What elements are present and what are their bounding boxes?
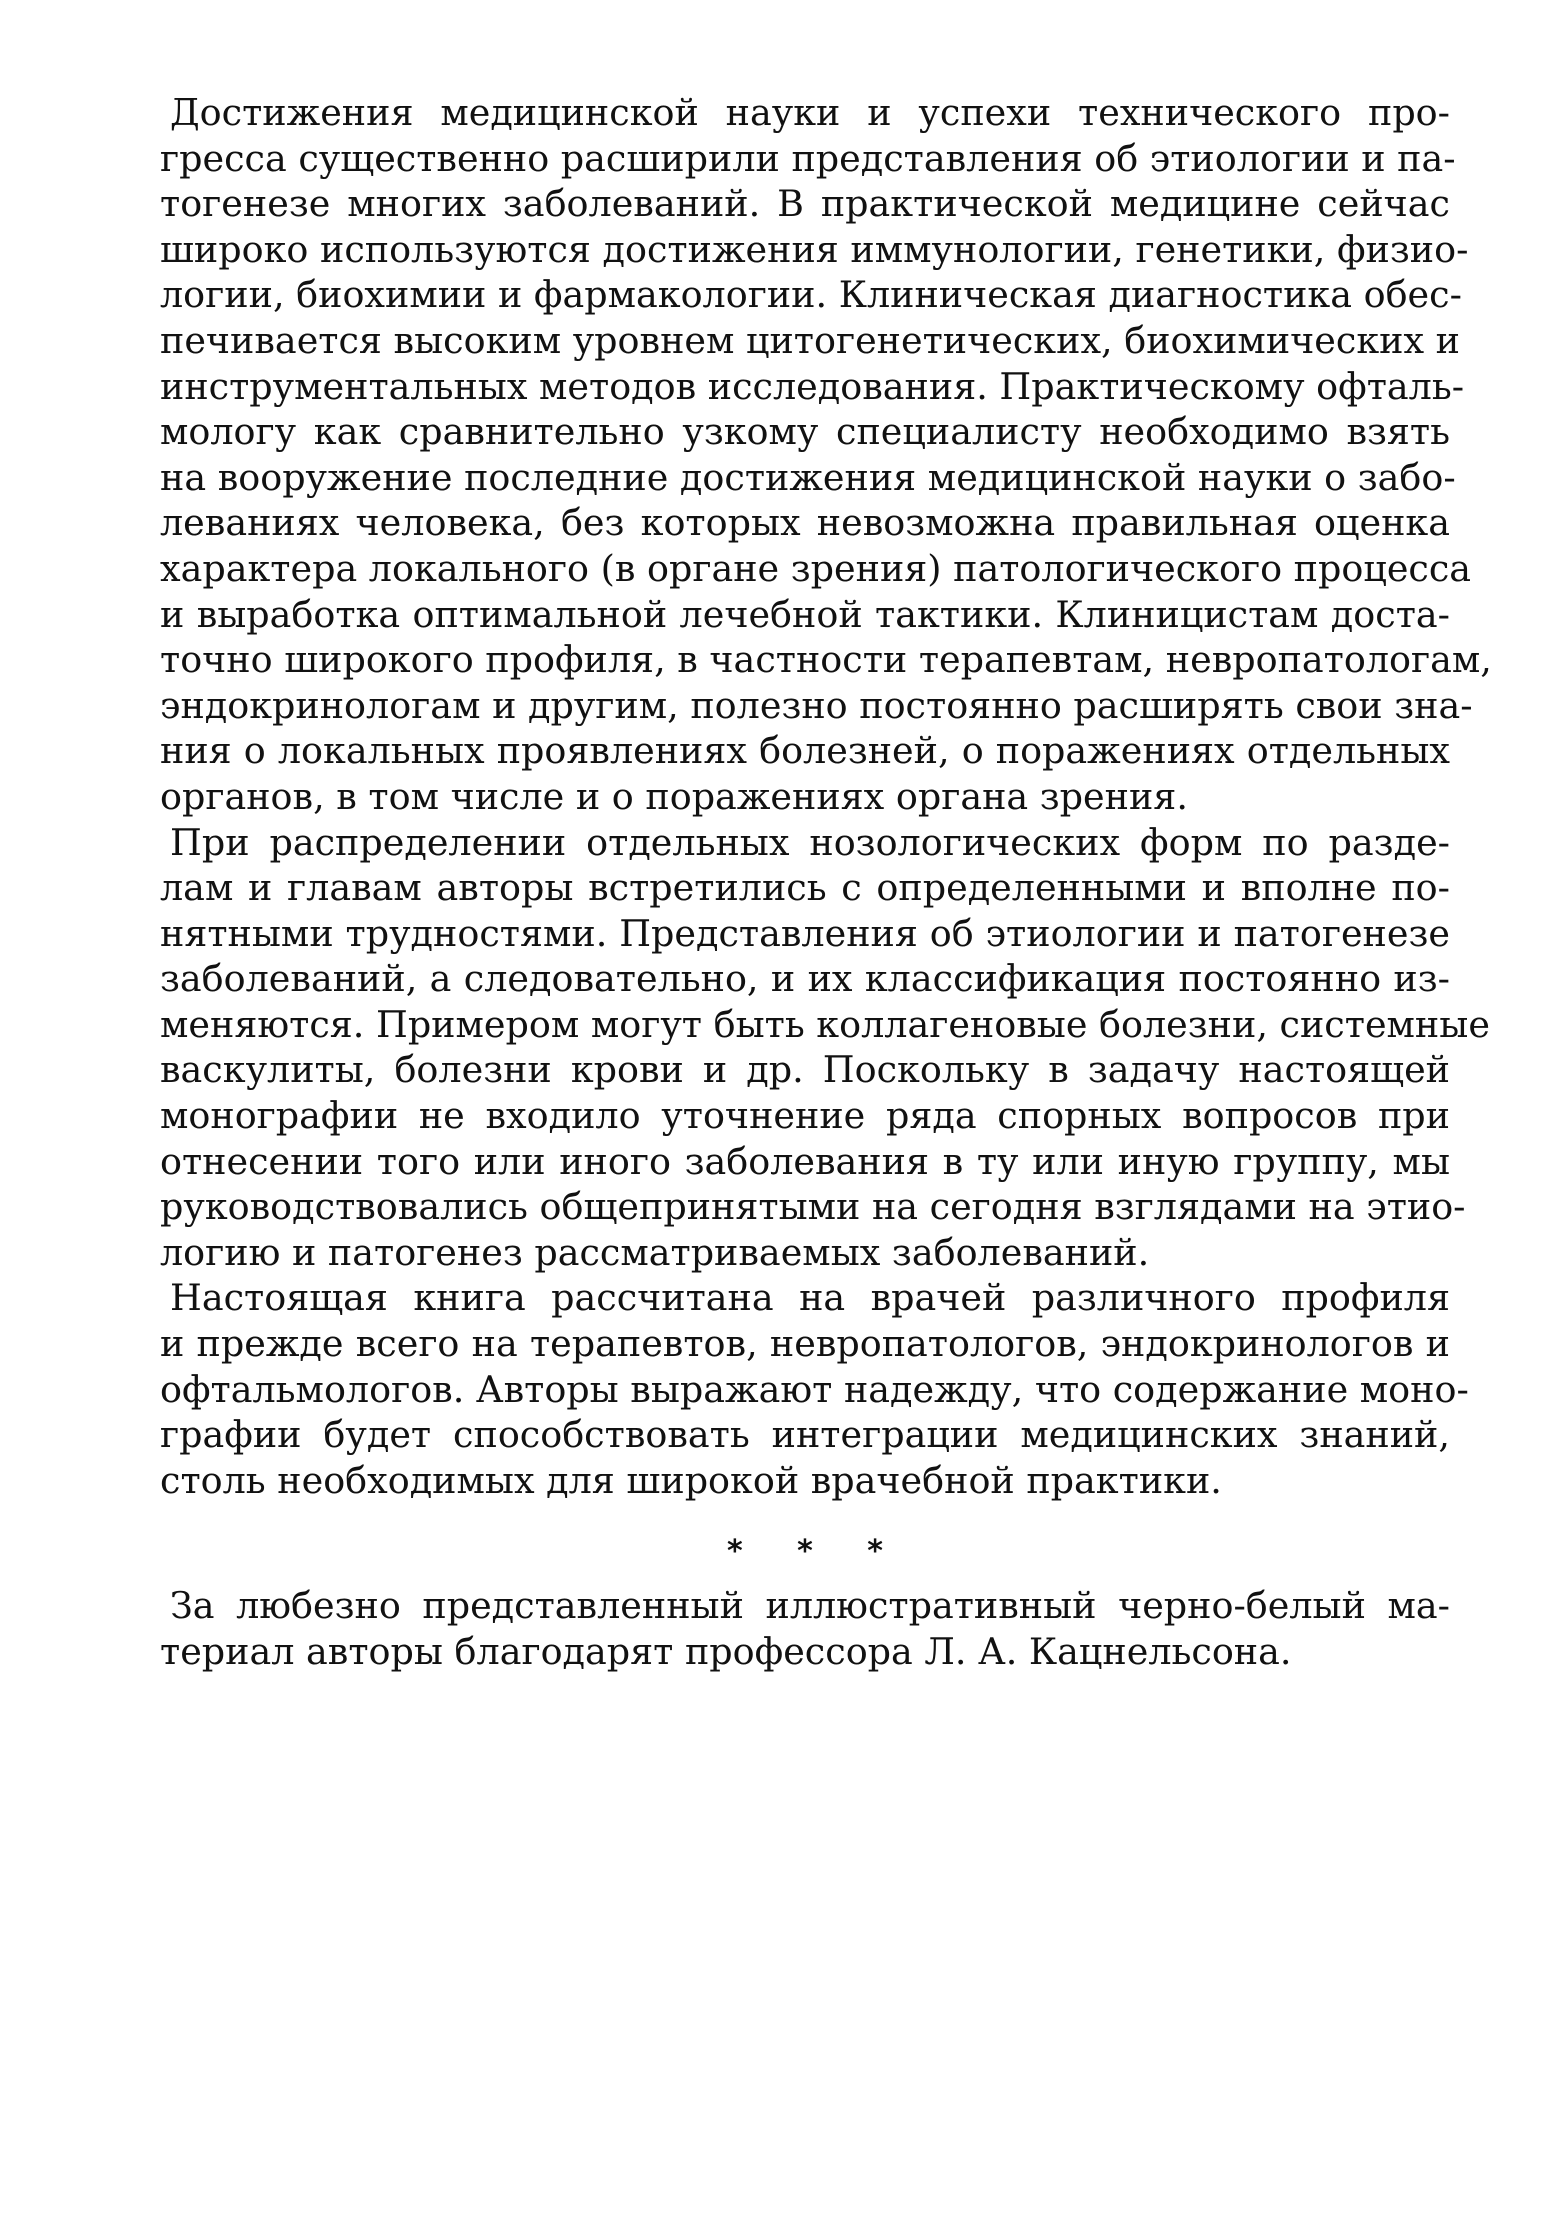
- text-line: васкулиты, болезни крови и др. Поскольку в задачу настоящей: [160, 1048, 1450, 1092]
- text-line: ния о локальных проявлениях болезней, о поражениях отдельных: [160, 729, 1450, 773]
- text-line: руководствовались общепринятыми на сегодня взглядами на этио-: [160, 1185, 1466, 1229]
- text-line: графии будет способствовать интеграции медицинских знаний,: [160, 1413, 1450, 1457]
- text-line: широко используются достижения иммунологии, генетики, физио-: [160, 227, 1469, 271]
- paragraph-2: [160, 820, 1490, 1276]
- text-line: офтальмологов. Авторы выражают надежду, что содержание моно-: [160, 1367, 1469, 1411]
- text-line: и выработка оптимальной лечебной тактики. Клиницистам доста-: [160, 592, 1450, 636]
- section-separator: * * *: [727, 1534, 905, 1570]
- text-line: леваниях человека, без которых невозможна правильная оценка: [160, 501, 1450, 545]
- text-line: на вооружение последние достижения медицинской науки о забо-: [160, 455, 1456, 499]
- text-line: заболеваний, а следовательно, и их классификация постоянно из-: [160, 957, 1450, 1001]
- paragraph-3: [160, 1275, 1469, 1503]
- text-line: отнесении того или иного заболевания в ту или иную группу, мы: [160, 1139, 1450, 1183]
- text-line: логию и патогенез рассматриваемых заболеваний.: [160, 1230, 1150, 1274]
- text-line: инструментальных методов исследования. Практическому офталь-: [160, 364, 1465, 408]
- text-line: нятными трудностями. Представления об этиологии и патогенезе: [160, 911, 1450, 955]
- text-line: Достижения медицинской науки и успехи технического про-: [170, 91, 1450, 134]
- text-line: гресса существенно расширили представления об этиологии и па-: [160, 136, 1456, 180]
- text-line: столь необходимых для широкой врачебной практики.: [160, 1458, 1222, 1502]
- text-line: лам и главам авторы встретились с определенными и вполне по-: [160, 866, 1450, 910]
- text-line: эндокринологам и другим, полезно постоянно расширять свои зна-: [160, 683, 1473, 727]
- text-line: органов, в том числе и о поражениях органа зрения.: [160, 774, 1188, 818]
- text-line: меняются. Примером могут быть коллагеновые болезни, системные: [160, 1002, 1490, 1046]
- text-line: тогенезе многих заболеваний. В практической медицине сейчас: [160, 182, 1450, 226]
- text-line: мологу как сравнительно узкому специалисту необходимо взять: [160, 410, 1450, 454]
- text-line: точно широкого профиля, в частности терапевтам, невропатологам,: [160, 638, 1492, 682]
- text-line: При распределении отдельных нозологических форм по разде-: [170, 820, 1450, 864]
- document-page: [160, 90, 1492, 1675]
- text-line: характера локального (в органе зрения) патологического процесса: [160, 546, 1472, 590]
- text-line: За любезно представленный иллюстративный черно-белый ма-: [170, 1584, 1450, 1628]
- text-line: монографии не входило уточнение ряда спорных вопросов при: [160, 1094, 1450, 1138]
- acknowledgement-paragraph: [160, 1583, 1450, 1674]
- text-line: печивается высоким уровнем цитогенетических, биохимических и: [160, 318, 1460, 362]
- text-line: териал авторы благодарят профессора Л. А. Кацнельсона.: [160, 1630, 1292, 1673]
- paragraph-1: [160, 90, 1492, 820]
- text-line: логии, биохимии и фармакологии. Клиническая диагностика обес-: [160, 273, 1462, 317]
- text-line: Настоящая книга рассчитана на врачей различного профиля: [170, 1276, 1450, 1320]
- text-line: и прежде всего на терапевтов, невропатологов, эндокринологов и: [160, 1322, 1450, 1366]
